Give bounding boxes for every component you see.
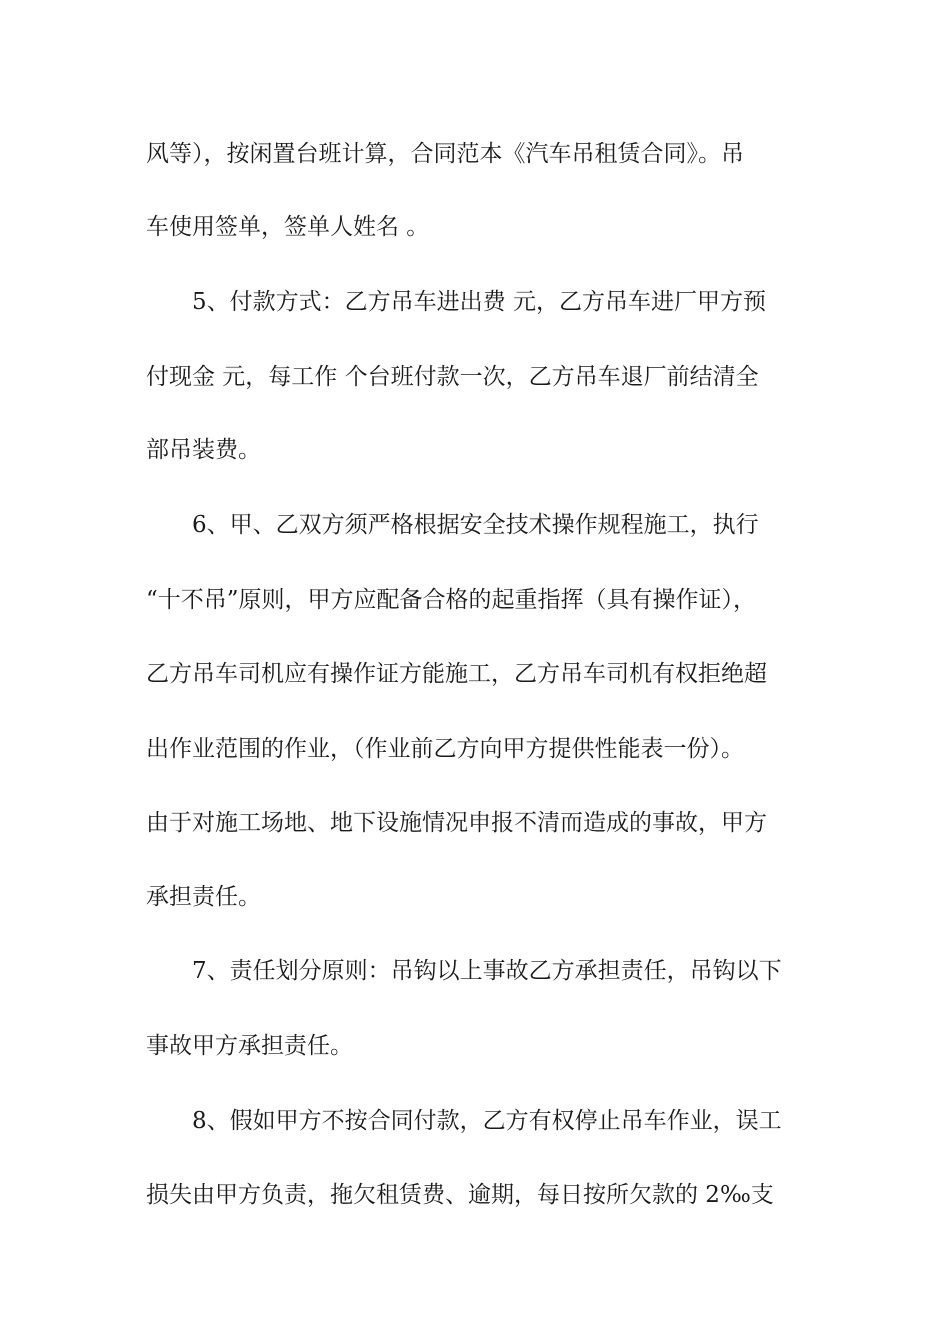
paragraph-8-start: 8、假如甲方不按合同付款，乙方有权停止吊车作业，误工 — [192, 1108, 782, 1134]
text-line: 承担责任。 — [146, 884, 261, 910]
text-line: 车使用签单，签单人姓名 。 — [146, 214, 430, 240]
paragraph-6-start: 6、甲、乙双方须严格根据安全技术操作规程施工，执行 — [192, 512, 759, 538]
text-line: 付现金 元，每工作 个台班付款一次，乙方吊车退厂前结清全 — [146, 364, 759, 390]
text-line: 由于对施工场地、地下设施情况申报不清而造成的事故，甲方 — [146, 810, 767, 836]
text-line: 乙方吊车司机应有操作证方能施工，乙方吊车司机有权拒绝超 — [146, 661, 767, 687]
text-line: 损失由甲方负责，拖欠租赁费、逾期，每日按所欠款的 2‰支 — [146, 1182, 774, 1208]
text-line: 出作业范围的作业，（作业前乙方向甲方提供性能表一份）。 — [146, 736, 744, 762]
paragraph-7-start: 7、责任划分原则：吊钩以上事故乙方承担责任，吊钩以下 — [192, 958, 782, 984]
text-line: 部吊装费。 — [146, 437, 261, 463]
text-line: 风等），按闲置台班计算，合同范本《汽车吊租赁合同》。吊 — [146, 141, 744, 167]
text-line: 事故甲方承担责任。 — [146, 1033, 353, 1059]
text-line: “十不吊”原则，甲方应配备合格的起重指挥（具有操作证）， — [146, 587, 757, 613]
paragraph-5-start: 5、付款方式：乙方吊车进出费 元，乙方吊车进厂甲方预 — [192, 289, 766, 315]
